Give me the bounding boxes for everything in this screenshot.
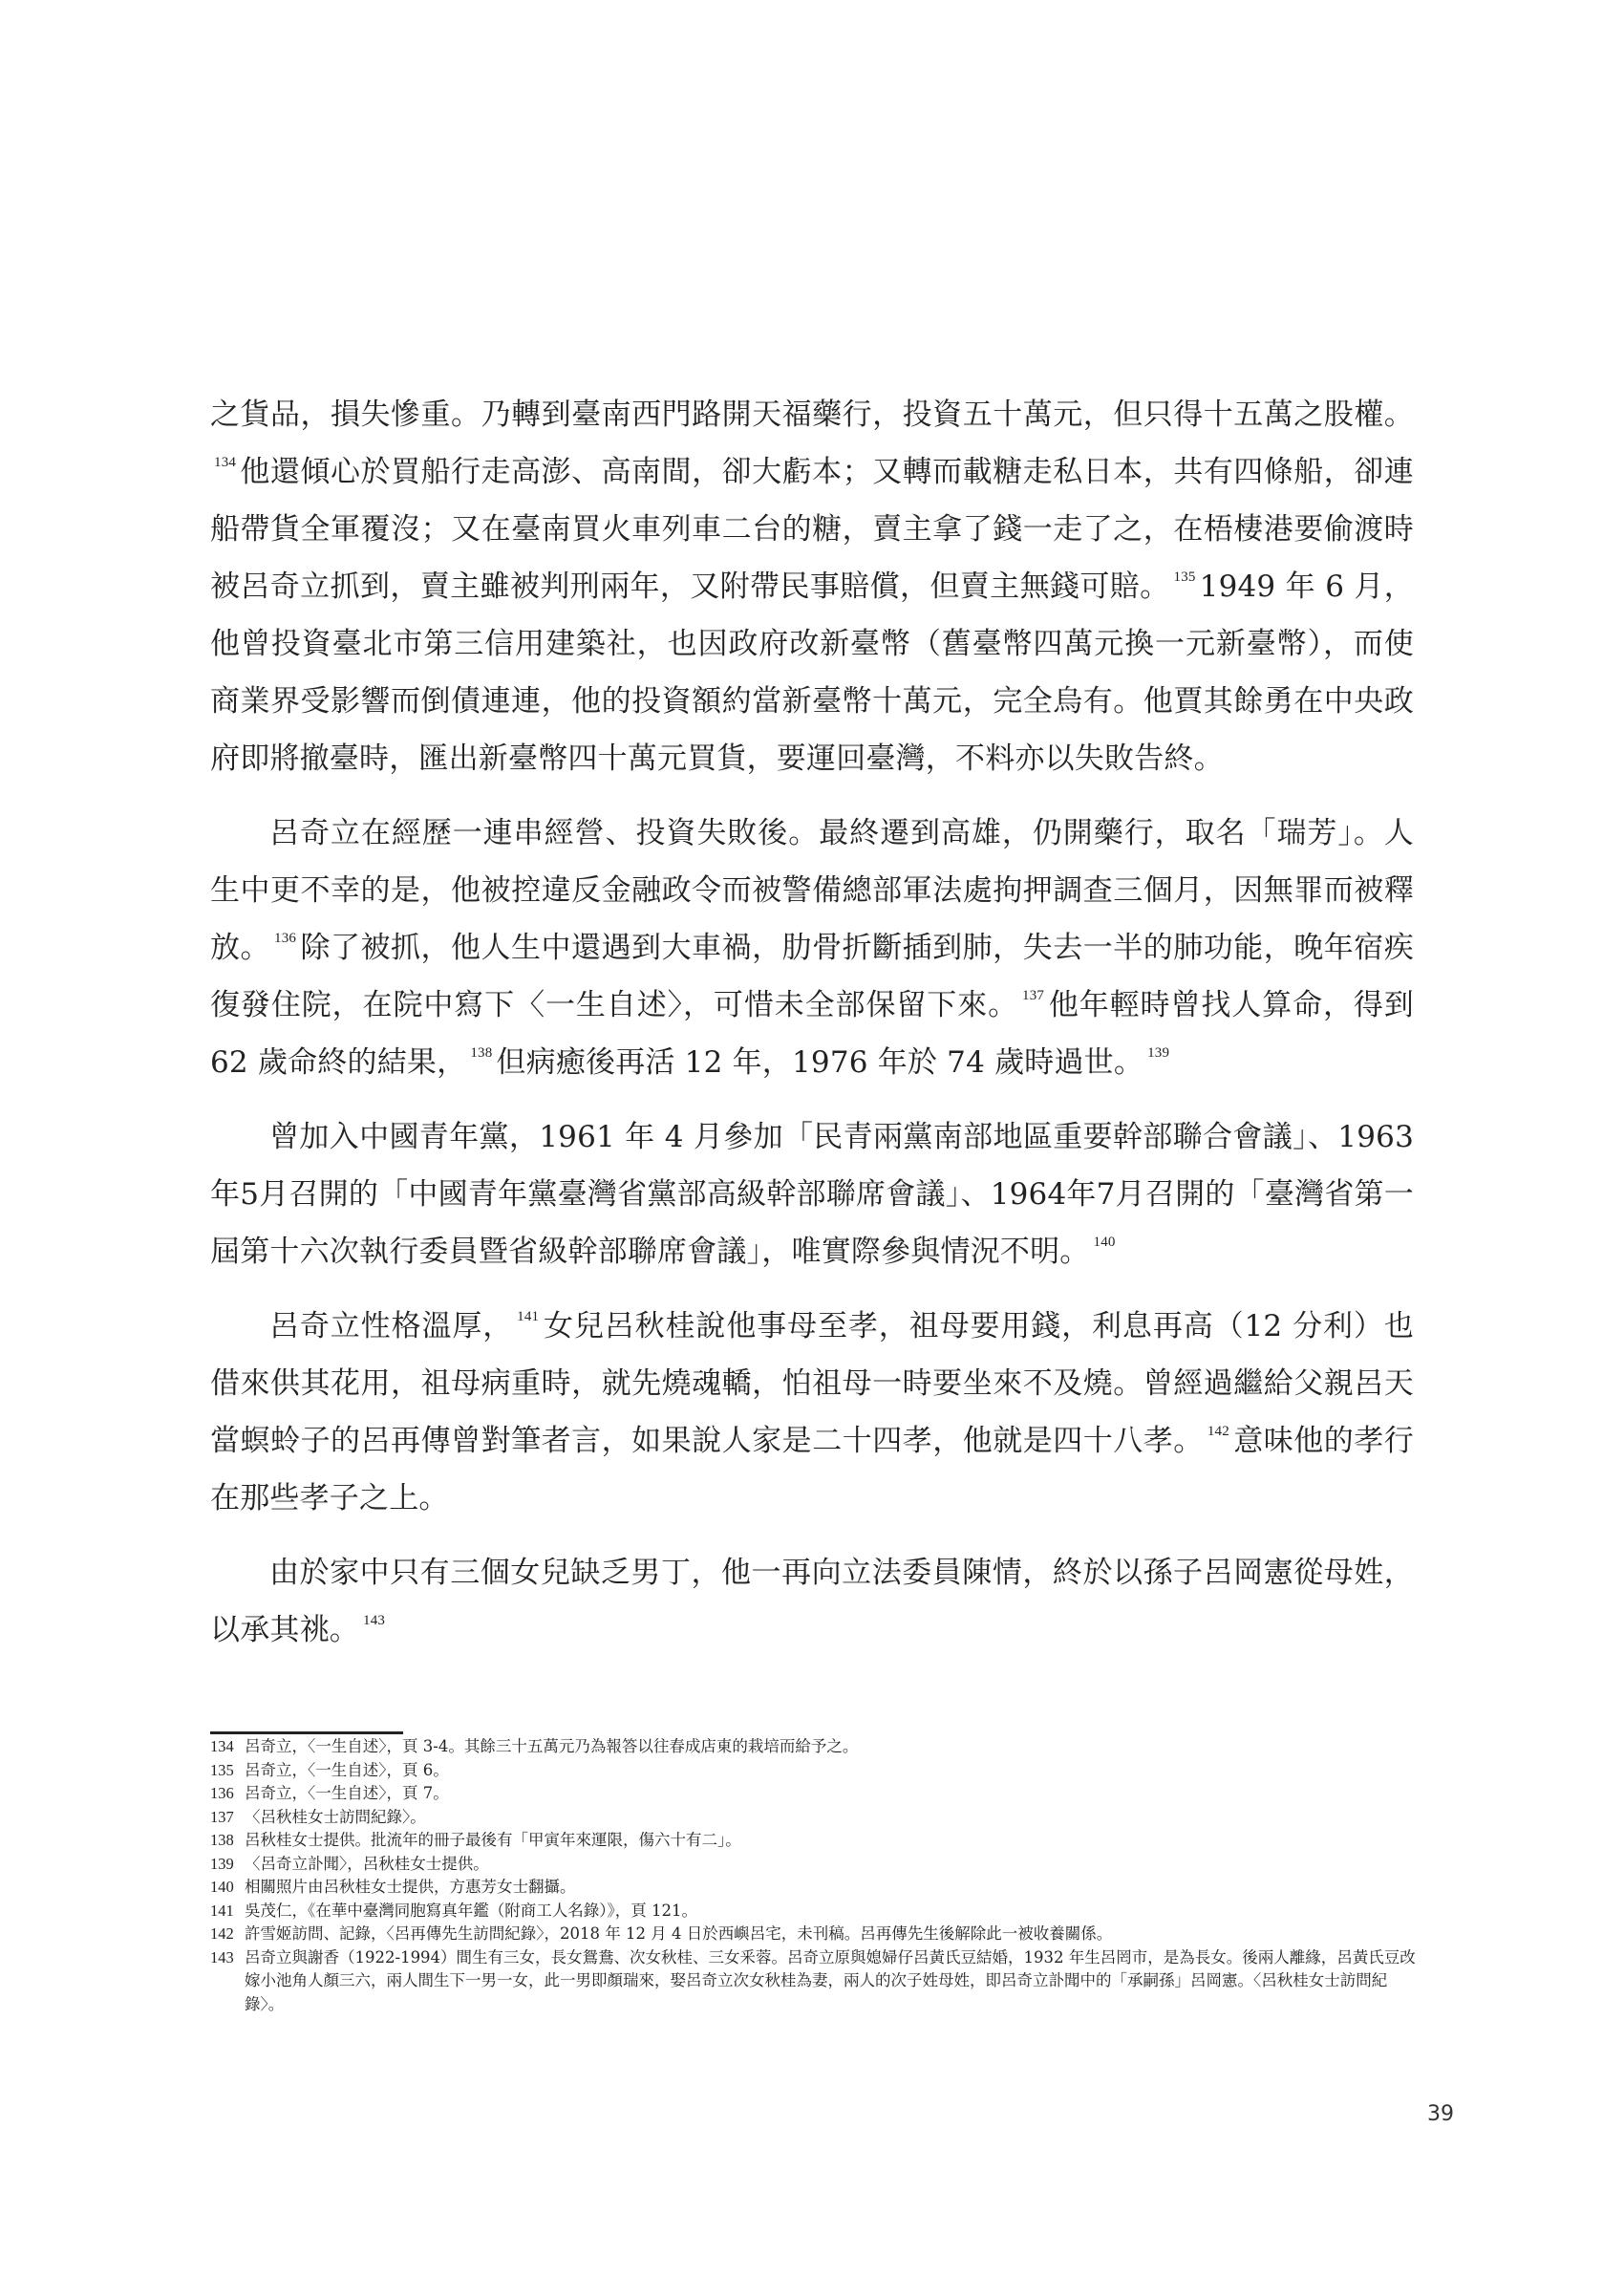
paragraph-text: 除了被抓，他人生中還遇到大車禍，肋骨折斷插到肺，失去一半的肺功能，晚年宿疾復發住院，在院中寫下〈一生自述〉，可惜未全部保留下來。 (210, 931, 1414, 1022)
footnote-text: 〈呂奇立訃聞〉，呂秋桂女士提供。 (245, 1854, 489, 1873)
paragraph-text: 由於家中只有三個女兒缺乏男丁，他一再向立法委員陳情，終於以孫子呂岡憲從母姓，以承其祧。 (210, 1556, 1414, 1647)
footnote-text: 許雪姬訪問、記錄，〈呂再傳先生訪問紀錄〉，2018 年 12 月 4 日於西嶼呂宅，未刊稿。呂再傳先生後解除此一被收養關係。 (245, 1924, 1113, 1943)
footnote-item (210, 1806, 1423, 1830)
footnote-number: 136 (210, 1784, 234, 1802)
footnote-item (210, 1876, 1423, 1900)
footnote-item (210, 1853, 1423, 1877)
body-paragraph (210, 1108, 1414, 1280)
footnote-separator (210, 1731, 403, 1734)
paragraph-text: 女兒呂秋桂說他事母至孝，祖母要用錢，利息再高（12 分利）也借來供其花用，祖母病重時，就先燒魂轎，怕祖母一時要坐來不及燒。曾經過繼給父親呂天當螟蛉子的呂再傳曾對筆者言，如果說人家是二十四孝，他就是四十八孝。 (210, 1309, 1414, 1458)
footnote-reference[interactable]: 140 (1093, 1235, 1116, 1250)
footnote-reference[interactable]: 135 (1173, 570, 1196, 585)
paragraph-text: 之貨品，損失慘重。乃轉到臺南西門路開天福藥行，投資五十萬元，但只得十五萬之股權。 (210, 398, 1414, 432)
footnote-number: 142 (210, 1924, 234, 1943)
footnote-number: 135 (210, 1760, 234, 1779)
body-text (210, 386, 1414, 1659)
paragraph-text: 曾加入中國青年黨，1961 年 4 月參加「民青兩黨南部地區重要幹部聯合會議」、1963年5月召開的「中國青年黨臺灣省黨部高級幹部聯席會議」、1964年7月召開的「臺灣省第一屆第十六次執行委員暨省級幹部聯席會議」，唯實際參與情況不明。 (210, 1120, 1414, 1269)
paragraph-text: 1949 年 6 月，他曾投資臺北市第三信用建築社，也因政府改新臺幣（舊臺幣四萬元換一元新臺幣），而使商業界受影響而倒債連連，他的投資額約當新臺幣十萬元，完全烏有。他賈其餘勇在中央政府即將撤臺時，匯出新臺幣四十萬元買貨，要運回臺灣，不料亦以失敗告終。 (210, 570, 1414, 776)
footnote-number: 134 (210, 1737, 234, 1755)
footnote-number: 138 (210, 1831, 234, 1849)
footnote-reference[interactable]: 141 (517, 1309, 540, 1324)
paragraph-text: 他年輕時曾找人算命，得到 62 歲命終的結果， (210, 988, 1414, 1080)
footnote-text: 呂奇立，〈一生自述〉，頁 3-4。其餘三十五萬元乃為報答以往春成店東的栽培而給予之。 (245, 1737, 859, 1755)
body-paragraph (210, 805, 1414, 1091)
footnote-text: 呂奇立與謝香（1922-1994）間生有三女，長女鴛鴦、次女秋桂、三女釆蓉。呂奇立原與媳婦仔呂黃氏豆結婚，1932 年生呂罔市，是為長女。後兩人離緣，呂黃氏豆改嫁小池角人顏三六，兩人間生下一男一女，此一男即顏瑞來，娶呂奇立次女秋桂為妻，兩人的次子姓母姓，即呂奇立訃聞中的「承嗣孫」呂岡憲。〈呂秋桂女士訪問紀錄〉。 (245, 1947, 1416, 2013)
paragraph-text: 呂奇立性格溫厚， (269, 1309, 514, 1343)
paragraph-text: 呂奇立在經歷一連串經營、投資失敗後。最終遷到高雄，仍開藥行，取名「瑞芳」。人生中更不幸的是，他被控違反金融政令而被警備總部軍法處拘押調查三個月，因無罪而被釋放。 (210, 816, 1414, 965)
footnote-number: 137 (210, 1807, 234, 1826)
footnotes-list (210, 1735, 1423, 2016)
body-paragraph (210, 1298, 1414, 1527)
footnote-item (210, 1735, 1423, 1759)
body-paragraph (210, 386, 1414, 787)
footnote-number: 140 (210, 1878, 234, 1896)
footnote-reference[interactable]: 137 (1022, 988, 1045, 1003)
footnote-text: 相關照片由呂秋桂女士提供，方惠芳女士翻攝。 (245, 1878, 576, 1896)
footnote-reference[interactable]: 138 (470, 1045, 493, 1061)
footnote-item (210, 1923, 1423, 1946)
footnote-reference[interactable]: 143 (363, 1613, 386, 1628)
footnote-item (210, 1946, 1423, 2017)
footnote-text: 吳茂仁，《在華中臺灣同胞寫真年鑑（附商工人名錄）》，頁 121。 (245, 1901, 697, 1920)
footnote-reference[interactable]: 142 (1207, 1424, 1229, 1439)
paragraph-text: 他還傾心於買船行走高澎、高南間，卻大虧本；又轉而載糖走私日本，共有四條船，卻連船帶貨全軍覆沒；又在臺南買火車列車二台的糖，賣主拿了錢一走了之，在梧棲港要偷渡時被呂奇立抓到，賣主雖被判刑兩年，又附帶民事賠償，但賣主無錢可賠。 (210, 455, 1414, 604)
footnote-item (210, 1759, 1423, 1783)
footnote-text: 呂奇立，〈一生自述〉，頁 6。 (245, 1760, 449, 1779)
footnote-text: 〈呂秋桂女士訪問紀錄〉。 (245, 1807, 426, 1826)
footnote-text: 呂秋桂女士提供。批流年的冊子最後有「甲寅年來運限，傷六十有二」。 (245, 1831, 741, 1849)
footnote-reference[interactable]: 134 (214, 455, 237, 470)
paragraph-text: 意味他的孝行在那些孝子之上。 (210, 1424, 1414, 1515)
paragraph-text: 但病癒後再活 12 年，1976 年於 74 歲時過世。 (496, 1045, 1144, 1080)
page-number: 39 (1427, 2102, 1454, 2126)
body-paragraph (210, 1544, 1414, 1659)
footnote-number: 143 (210, 1947, 234, 1966)
footnote-item (210, 1782, 1423, 1806)
footnote-reference[interactable]: 136 (274, 931, 297, 946)
footnote-item (210, 1900, 1423, 1923)
footnote-number: 141 (210, 1901, 234, 1920)
footnote-text: 呂奇立，〈一生自述〉，頁 7。 (245, 1784, 449, 1802)
footnote-reference[interactable]: 139 (1147, 1045, 1170, 1061)
footnote-number: 139 (210, 1854, 234, 1873)
footnote-item (210, 1829, 1423, 1853)
